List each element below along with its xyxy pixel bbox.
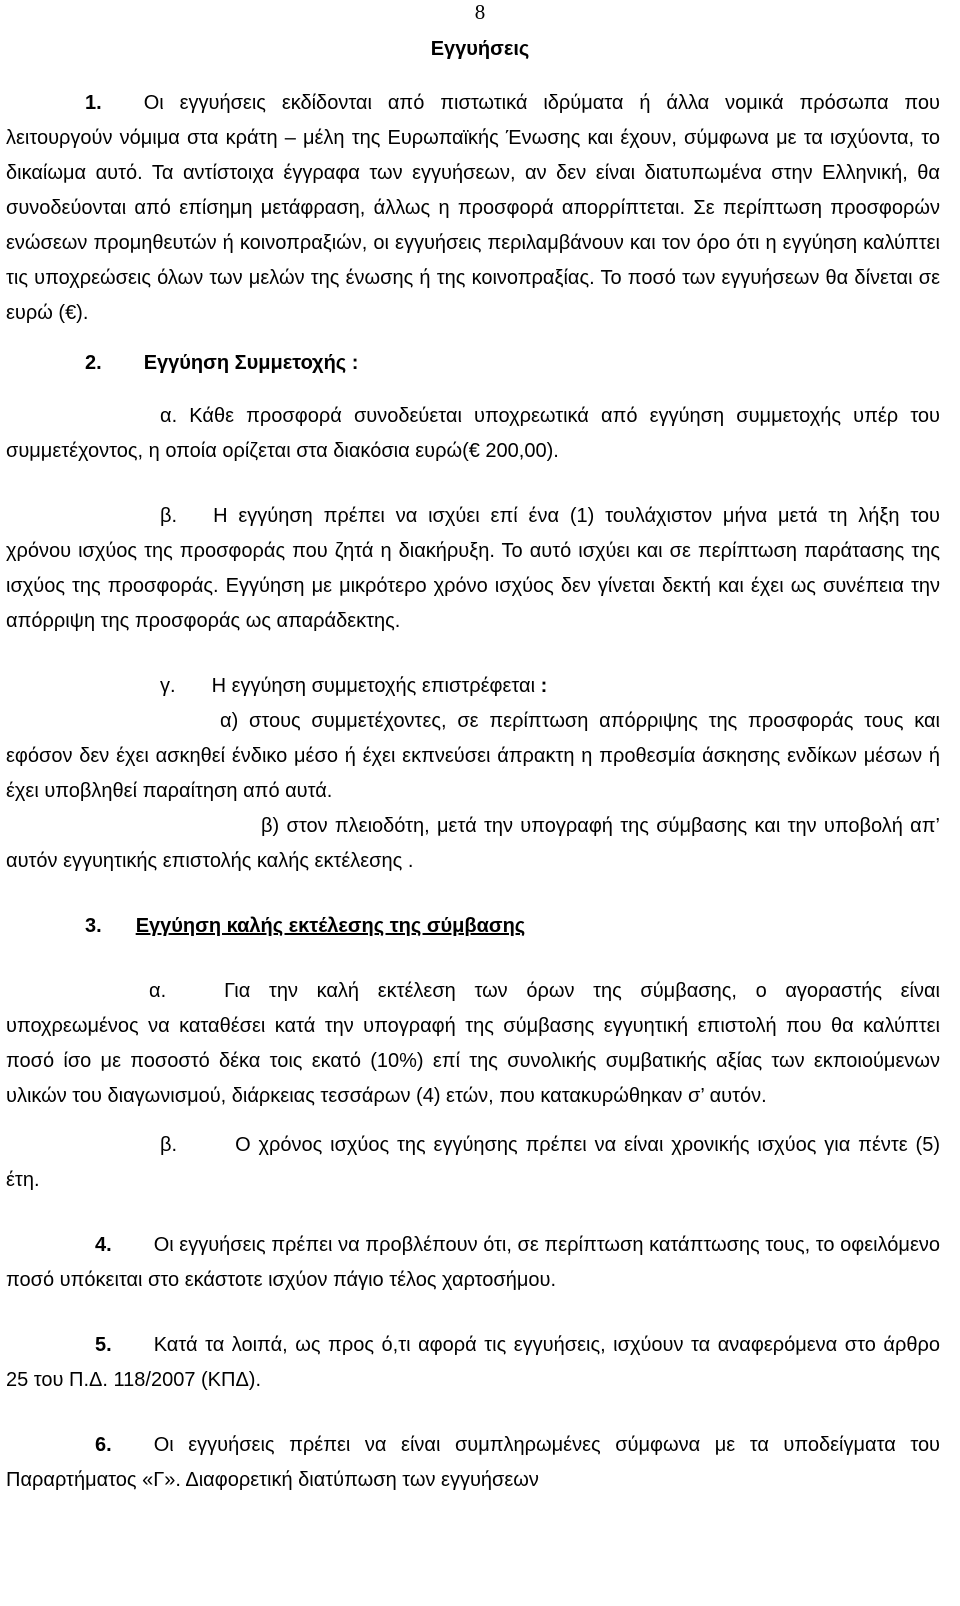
section-1-paragraph [6,86,940,331]
section-2b-text: Η εγγύηση πρέπει να ισχύει επί ένα (1) τουλάχιστον μήνα μετά τη λήξη του χρόνου ισχύος της προσφοράς που ζητά η διακήρυξη. Το αυτό ισχύει και σε περίπτωση παράτασης της ισχύος της προσφοράς. Εγγύηση με μικρότερο χρόνο ισχύος δεν γίνεται δεκτή και έχει ως συνέπεια την απόρριψη της προσφοράς ως απαράδεκτης. [6,505,940,632]
section-3a-paragraph [6,974,940,1114]
page-number: 8 [474,0,486,24]
section-2a-text: Κάθε προσφορά συνοδεύεται υποχρεωτικά από εγγύηση συμμετοχής υπέρ του συμμετέχοντος, η οποία ορίζεται στα διακόσια ευρώ(€ 200,00). [6,405,940,462]
section-2-heading: Εγγύηση Συμμετοχής : [143,352,359,374]
section-2c-paragraph [6,669,940,704]
section-3-number: 3. [85,915,102,937]
section-3b-text: Ο χρόνος ισχύος της εγγύησης πρέπει να είναι χρονικής ισχύος για πέντε (5) έτη. [6,1134,940,1191]
section-2c-b-paragraph [6,809,940,879]
section-2c-a-text: α) στους συμμετέχοντες, σε περίπτωση απόρριψης της προσφοράς τους και εφόσον δεν έχει ασκηθεί ένδικο μέσο ή έχει εκπνεύσει άπρακτη η προθεσμία άσκησης ενδίκων μέσων ή έχει υποβληθεί παραίτηση από αυτά. [6,710,940,802]
section-3-heading-line [6,909,940,944]
section-2-number: 2. [85,352,102,374]
section-5-number: 5. [95,1334,112,1356]
document-body [6,86,940,1498]
section-3a-text: Για την καλή εκτέλεση των όρων της σύμβασης, ο αγοραστής είναι υποχρεωμένος να καταθέσει κατά την υπογραφή της σύμβασης εγγυητική επιστολή που θα καλύπτει ποσό ίσο με ποσοστό δέκα τοις εκατό (10%) επί της συνολικής συμβατικής αξίας των εκποιούμενων υλικών του διαγωνισμού, διάρκειας τεσσάρων (4) ετών, που κατακυρώθηκαν σ’ αυτόν. [6,980,940,1107]
section-2c-label: γ. [160,675,176,697]
section-6-text: Οι εγγυήσεις πρέπει να είναι συμπληρωμένες σύμφωνα με τα υποδείγματα του Παραρτήματος «Γ». Διαφορετική διατύπωση των εγγυήσεων [6,1434,940,1491]
section-4-paragraph [6,1228,940,1298]
section-5-text: Κατά τα λοιπά, ως προς ό,τι αφορά τις εγγυήσεις, ισχύουν τα αναφερόμενα στο άρθρο 25 του Π.Δ. 118/2007 (ΚΠΔ). [6,1334,940,1391]
section-4-text: Οι εγγυήσεις πρέπει να προβλέπουν ότι, σε περίπτωση κατάπτωσης τους, το οφειλόμενο ποσό υπόκειται στο εκάστοτε ισχύον πάγιο τέλος χαρτοσήμου. [6,1234,940,1291]
section-2c-b-text: β) στον πλειοδότη, μετά την υπογραφή της σύμβασης και την υποβολή απ’ αυτόν εγγυητικής επιστολής καλής εκτέλεσης . [6,815,940,872]
page-title: Εγγυήσεις [430,38,530,60]
section-2b-label: β. [160,505,178,527]
section-3b-label: β. [160,1134,178,1156]
section-1-text: Οι εγγυήσεις εκδίδονται από πιστωτικά ιδρύματα ή άλλα νομικά πρόσωπα που λειτουργούν νόμιμα στα κράτη – μέλη της Ευρωπαϊκής Ένωσης και έχουν, σύμφωνα με τα ισχύοντα, το δικαίωμα αυτό. Τα αντίστοιχα έγγραφα των εγγυήσεων, αν δεν είναι διατυπωμένα στην Ελληνική, θα συνοδεύονται από επίσημη μετάφραση, άλλως η προσφορά απορρίπτεται. Σε περίπτωση προσφορών ενώσεων προμηθευτών ή κοινοπραξιών, οι εγγυήσεις περιλαμβάνουν και τον όρο ότι η εγγύηση καλύπτει τις υποχρεώσεις όλων των μελών της ένωσης ή της κοινοπραξίας. Το ποσό των εγγυήσεων θα δίνεται σε ευρώ (€). [6,92,940,324]
section-4-number: 4. [95,1234,112,1256]
section-2b-paragraph [6,499,940,639]
section-3a-label: α. [149,980,167,1002]
section-2a-paragraph [6,399,940,469]
section-1-number: 1. [85,92,102,114]
section-2-heading-line [6,346,940,381]
section-2a-label: α. [160,405,178,427]
section-2c-colon: : [540,675,548,697]
section-2c-text: Η εγγύηση συμμετοχής επιστρέφεται [211,675,536,697]
section-5-paragraph [6,1328,940,1398]
section-3-heading: Εγγύηση καλής εκτέλεσης της σύμβασης [135,915,526,937]
section-6-number: 6. [95,1434,112,1456]
section-2c-a-paragraph [6,704,940,809]
section-3b-paragraph [6,1128,940,1198]
section-6-paragraph [6,1428,940,1498]
